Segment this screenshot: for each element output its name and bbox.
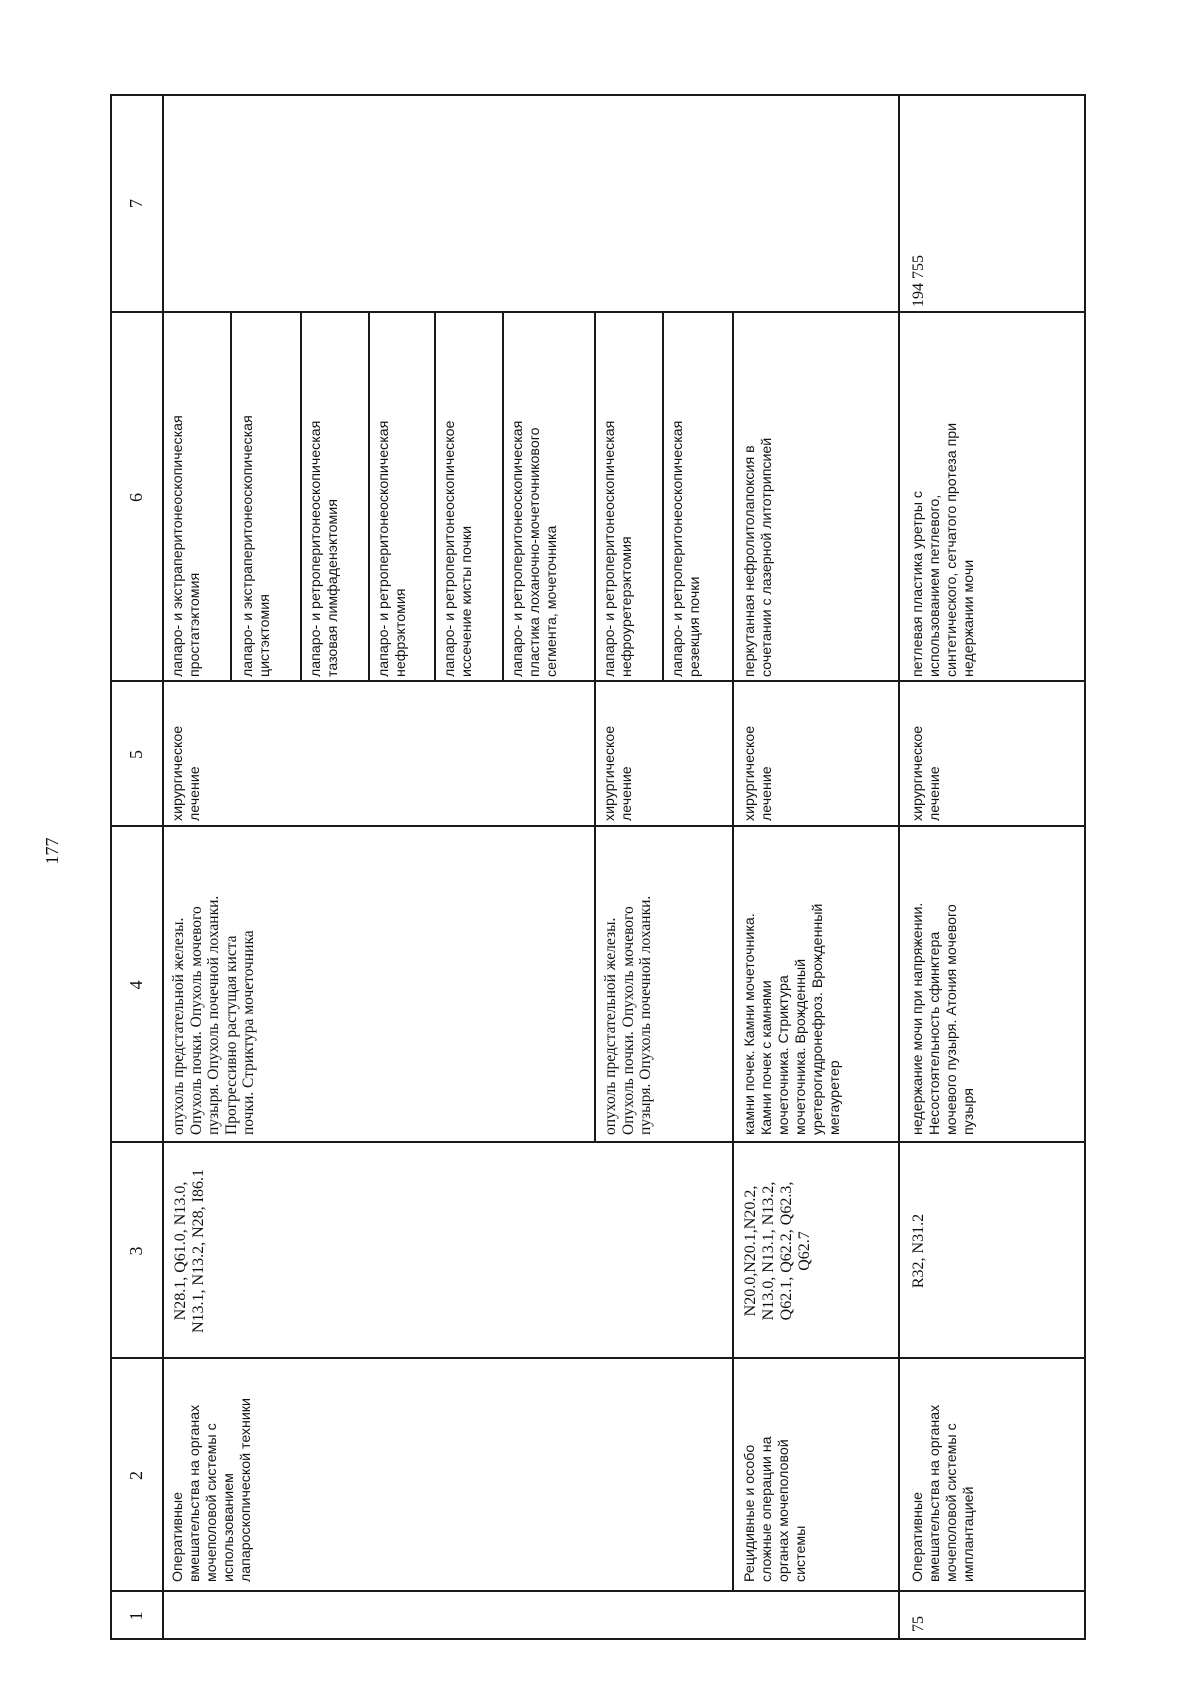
tariff-table-wrapper (110, 94, 1086, 1640)
row-sep-1-2 (594, 313, 596, 1143)
col-sep-6 (110, 311, 1086, 313)
col-sep-1 (110, 1590, 1086, 1592)
col-sep-5 (110, 680, 1086, 682)
row-sep-3-4 (898, 94, 900, 1640)
row3-diagnosis: камни почек. Камни мочеточника. Камни почек с камнями мочеточника. Стриктура мочеточника. Врожденный уретерогидронефроз. Врожденный мегауретер (742, 903, 843, 1135)
row1-method-5: лапаро- и ретроперитонеоскопическое иссечение кисты почки (442, 420, 475, 677)
col-sep-2 (110, 1357, 1086, 1359)
row1-method-1: лапаро- и экстраперитонеоскопическая простатэктомия (170, 415, 203, 677)
border-top (110, 94, 112, 1640)
row4-group: Оперативные вмешательства на органах мочеполовой системы с имплантацией (910, 1404, 977, 1582)
row-sep-2-3 (732, 313, 734, 1592)
row1-treatment: хирургическое лечение (170, 725, 203, 821)
row4-method-1: петлевая пластика уретры с использованием петлевого, синтетического, сетчатого протеза при недержании мочи (910, 422, 977, 677)
border-right (110, 94, 1086, 96)
row3-group: Рецидивные и особо сложные операции на органах мочеполовой системы (742, 1436, 809, 1582)
border-left (110, 1638, 1086, 1640)
header-col-3: 3 (126, 1246, 146, 1256)
row3-treatment: хирургическое лечение (742, 725, 775, 821)
header-separator (162, 94, 164, 1640)
row1-method-2: лапаро- и экстраперитонеоскопическая цистэктомия (240, 415, 273, 677)
method-sep-1 (230, 313, 232, 682)
row2-diagnosis: опухоль предстательной железы. Опухоль почки. Опухоль мочевого пузыря. Опухоль почечной лоханки. (602, 895, 654, 1135)
row1-method-3: лапаро- и ретроперитонеоскопическая тазовая лимфаденэктомия (308, 420, 341, 677)
header-col-2: 2 (126, 1471, 146, 1480)
row4-codes: R32, N31.2 (910, 1213, 927, 1289)
header-col-7: 7 (126, 199, 146, 208)
row3-method-1: перкутанная нефролитолапоксия в сочетании с лазерной литотрипсией (742, 437, 775, 677)
tariff-table (110, 94, 1086, 1640)
row2-treatment: хирургическое лечение (602, 725, 635, 821)
col-sep-3 (110, 1141, 1086, 1143)
row4-treatment: хирургическое лечение (910, 725, 943, 821)
row4-number: 75 (910, 1616, 927, 1632)
row3-codes: N20.0,N20.1,N20.2, N13.0, N13.1, N13.2, Q62.1, Q62.2, Q62.3, Q62.7 (742, 1181, 813, 1321)
method-sep-3 (368, 313, 370, 682)
header-col-1: 1 (126, 1611, 146, 1621)
method-sep-2 (300, 313, 302, 682)
header-col-5: 5 (126, 750, 146, 759)
row1-diagnosis: опухоль предстательной железы. Опухоль почки. Опухоль мочевого пузыря. Опухоль почечной лоханки. Прогрессивно растущая киста почки. Стриктура мочеточника (170, 895, 257, 1135)
border-bottom (1084, 94, 1086, 1640)
row2-method-1: лапаро- и ретроперитонеоскопическая нефроуретерэктомия (602, 420, 635, 677)
header-col-4: 4 (126, 980, 146, 990)
col-sep-4 (110, 825, 1086, 827)
row4-cost: 194 755 (910, 255, 927, 307)
row2-method-2: лапаро- и ретроперитонеоскопическая резекция почки (670, 420, 703, 677)
method-sep-4 (434, 313, 436, 682)
page-number: 177 (42, 837, 62, 865)
row1-group: Оперативные вмешательства на органах мочеполовой системы с использованием лапароскопической техники (170, 1398, 254, 1582)
row1-method-4: лапаро- и ретроперитонеоскопическая нефрэктомия (376, 420, 409, 677)
method-sep-5 (502, 313, 504, 682)
header-col-6: 6 (126, 493, 146, 502)
row4-diagnosis: недержание мочи при напряжении. Несостоятельность сфинктера мочевого пузыря. Атония мочевого пузыря (910, 902, 977, 1135)
row1-method-6: лапаро- и ретроперитонеоскопическая пластика лоханочно-мочеточникового сегмента, мочеточника (510, 420, 560, 677)
method-sep-7 (662, 313, 664, 682)
row1-codes: N28.1, Q61.0, N13.0, N13.1, N13.2, N28, I86.1 (172, 1169, 207, 1333)
